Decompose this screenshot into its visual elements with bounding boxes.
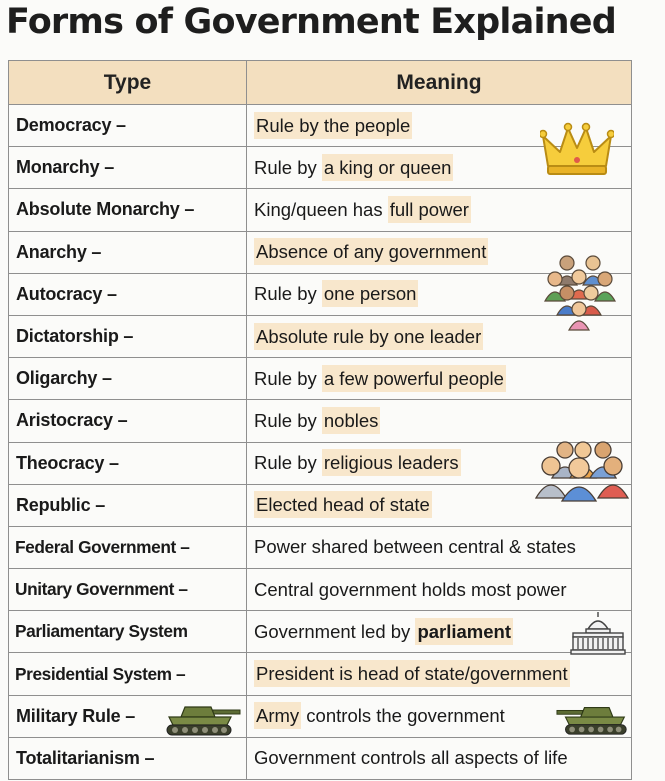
government-type: Presidential System –: [9, 653, 247, 695]
highlighted-text: one person: [322, 280, 419, 307]
government-type: Parliamentary System: [9, 611, 247, 653]
government-type: Military Rule –: [9, 695, 247, 737]
table-row: [9, 315, 632, 357]
tank-icon: [556, 701, 630, 737]
crown-icon: [540, 122, 614, 178]
government-type: Republic –: [9, 484, 247, 526]
table-row: [9, 653, 632, 695]
highlighted-text: President is head of state/government: [254, 660, 570, 687]
table-row: [9, 400, 632, 442]
highlighted-text: full power: [388, 196, 471, 223]
column-header-meaning: Meaning: [247, 61, 632, 105]
government-meaning: [247, 400, 632, 442]
tank-icon: [163, 701, 241, 737]
table-row: [9, 737, 632, 779]
meaning-text: Power shared between central & states: [254, 536, 576, 558]
page-title: Forms of Government Explained: [6, 2, 616, 42]
government-type: Monarchy –: [9, 147, 247, 189]
government-meaning: [247, 358, 632, 400]
highlighted-text: Absence of any government: [254, 238, 488, 265]
government-meaning: [247, 526, 632, 568]
government-type: Totalitarianism –: [9, 737, 247, 779]
government-type: Autocracy –: [9, 273, 247, 315]
table-row: [9, 273, 632, 315]
meaning-text: Rule by: [254, 367, 322, 389]
crowd-icon: [543, 253, 619, 331]
government-table: [8, 60, 632, 780]
table-row: [9, 569, 632, 611]
table-row: [9, 147, 632, 189]
meaning-text: Central government holds most power: [254, 578, 567, 600]
government-type: Dictatorship –: [9, 315, 247, 357]
table-row: [9, 231, 632, 273]
capitol-building-icon: [570, 611, 626, 655]
group-icon: [535, 440, 631, 502]
government-type: Aristocracy –: [9, 400, 247, 442]
meaning-text: Rule by: [254, 409, 322, 431]
government-type: Federal Government –: [9, 526, 247, 568]
meaning-text: Rule by: [254, 156, 322, 178]
highlighted-text: religious leaders: [322, 449, 461, 476]
table-row: [9, 526, 632, 568]
highlighted-text: Army: [254, 702, 301, 729]
meaning-text: Rule by: [254, 452, 322, 474]
highlighted-text: a few powerful people: [322, 365, 506, 392]
government-meaning: [247, 569, 632, 611]
government-meaning: [247, 189, 632, 231]
highlighted-text: parliament: [415, 618, 513, 645]
meaning-text: King/queen has: [254, 198, 388, 220]
meaning-text: Government led by: [254, 620, 416, 642]
meaning-text: controls the government: [301, 705, 505, 727]
highlighted-text: a king or queen: [322, 154, 454, 181]
government-meaning: [247, 653, 632, 695]
highlighted-text: Elected head of state: [254, 491, 432, 518]
column-header-type: Type: [9, 61, 247, 105]
highlighted-text: Rule by the people: [254, 112, 412, 139]
government-type: Absolute Monarchy –: [9, 189, 247, 231]
highlighted-text: Absolute rule by one leader: [254, 323, 483, 350]
government-type: Theocracy –: [9, 442, 247, 484]
table-row: [9, 611, 632, 653]
table-row: [9, 189, 632, 231]
table-row: [9, 695, 632, 737]
government-type: Unitary Government –: [9, 569, 247, 611]
government-type: Democracy –: [9, 105, 247, 147]
table-header-row: [9, 61, 632, 105]
meaning-text: Government controls all aspects of life: [254, 747, 568, 769]
table-row: [9, 105, 632, 147]
highlighted-text: nobles: [322, 407, 381, 434]
table-row: [9, 358, 632, 400]
meaning-text: Rule by: [254, 283, 322, 305]
government-type: Anarchy –: [9, 231, 247, 273]
government-meaning: [247, 737, 632, 779]
government-type: Oligarchy –: [9, 358, 247, 400]
